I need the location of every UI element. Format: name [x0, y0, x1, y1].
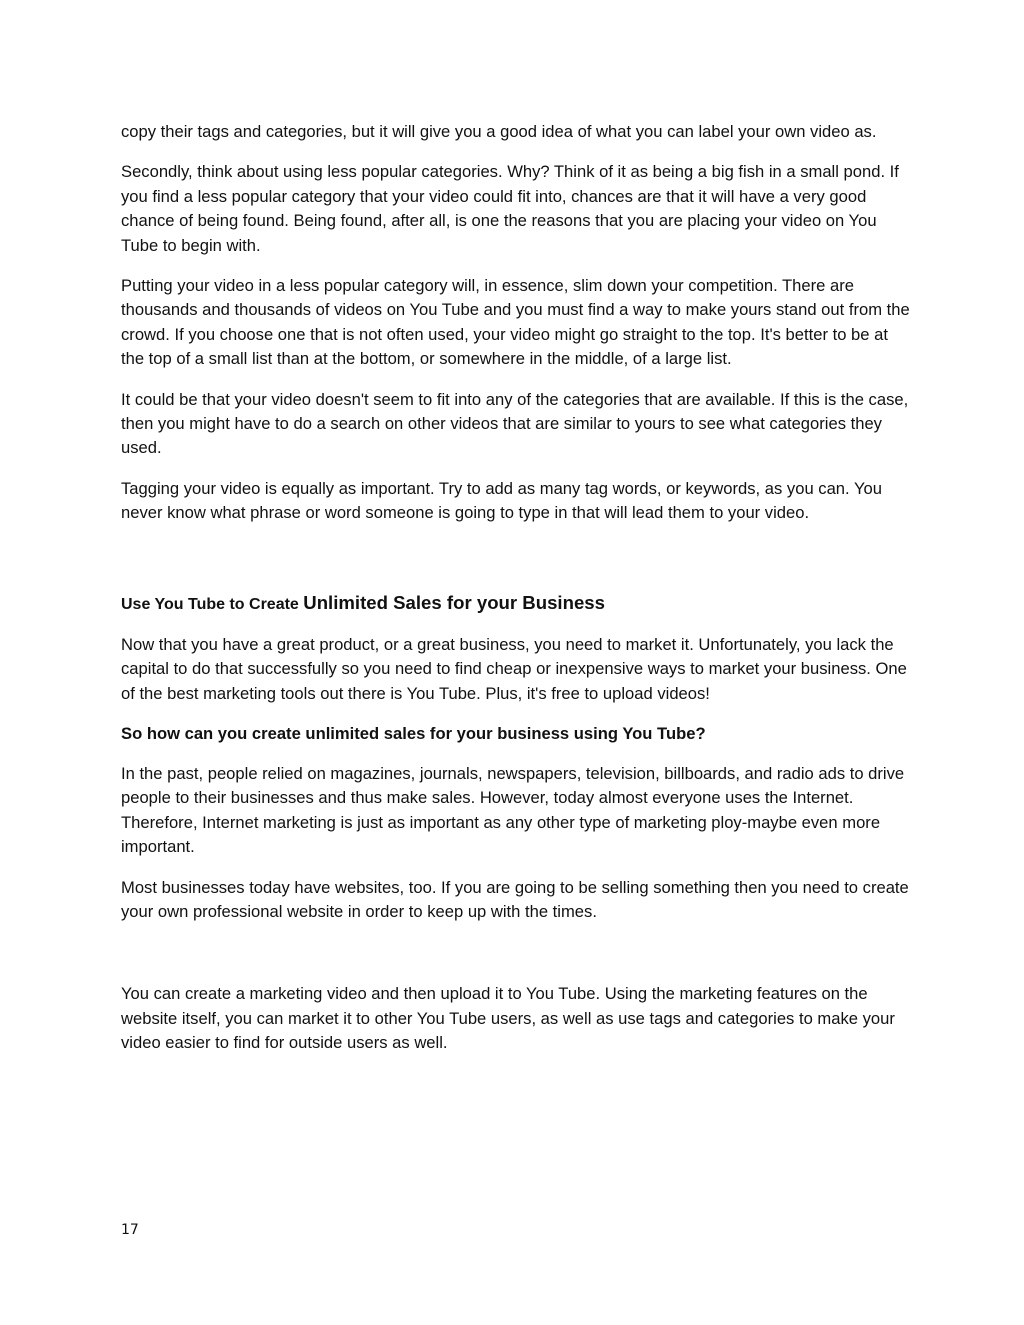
document-page [121, 120, 911, 1072]
section-heading-part1: Use You Tube to Create [121, 595, 304, 613]
paragraph: Tagging your video is equally as important. Try to add as many tag words, or keywords, as you can. You never know what phrase or word someone is going to type in that will lead them to your video. [121, 478, 882, 523]
page-number: 17 [121, 1222, 139, 1238]
paragraph: Secondly, think about using less popular categories. Why? Think of it as being a big fish in a small pond. If you find a less popular category that your video could fit into, chances are that it will have a very good chance of being found. Being found, after all, is one the reasons that you are placing your video on You Tube to begin with. [121, 162, 899, 255]
paragraph: You can create a marketing video and then upload it to You Tube. Using the marketing features on the website itself, you can market it to other You Tube users, as well as use tags and categories to make your video easier to find for outside users as well. [121, 984, 895, 1053]
paragraph: copy their tags and categories, but it will give you a good idea of what you can label your own video as. [121, 122, 877, 141]
section-heading-part2: Unlimited Sales for your Business [303, 591, 605, 613]
paragraph: Putting your video in a less popular category will, in essence, slim down your competition. There are thousands and thousands of videos on You Tube and you must find a way to make yours stand out from the crowd. If you choose one that is not often used, your video might go straight to the top. It's better to be at the top of a small list than at the bottom, or somewhere in the middle, of a large list. [121, 276, 910, 369]
paragraph: It could be that your video doesn't seem to fit into any of the categories that are available. If this is the case, then you might have to do a search on other videos that are similar to yours to see what categories they used. [121, 389, 909, 458]
spacer [121, 542, 911, 590]
paragraph: Most businesses today have websites, too. If you are going to be selling something then you need to create your own professional website in order to keep up with the times. [121, 877, 909, 921]
subheading: So how can you create unlimited sales for your business using You Tube? [121, 723, 706, 743]
paragraph: Now that you have a great product, or a great business, you need to market it. Unfortunately, you lack the capital to do that successfully so you need to find cheap or inexpensive ways to market your business. One of the best marketing tools out there is You Tube. Plus, it's free to upload videos! [121, 634, 907, 703]
paragraph: In the past, people relied on magazines, journals, newspapers, television, billboards, and radio ads to drive people to their businesses and thus make sales. However, today almost everyone uses the Internet. Therefore, Internet marketing is just as important as any other type of marketing ploy-maybe even more important. [121, 763, 905, 857]
spacer [121, 940, 911, 982]
section-heading [121, 590, 911, 617]
